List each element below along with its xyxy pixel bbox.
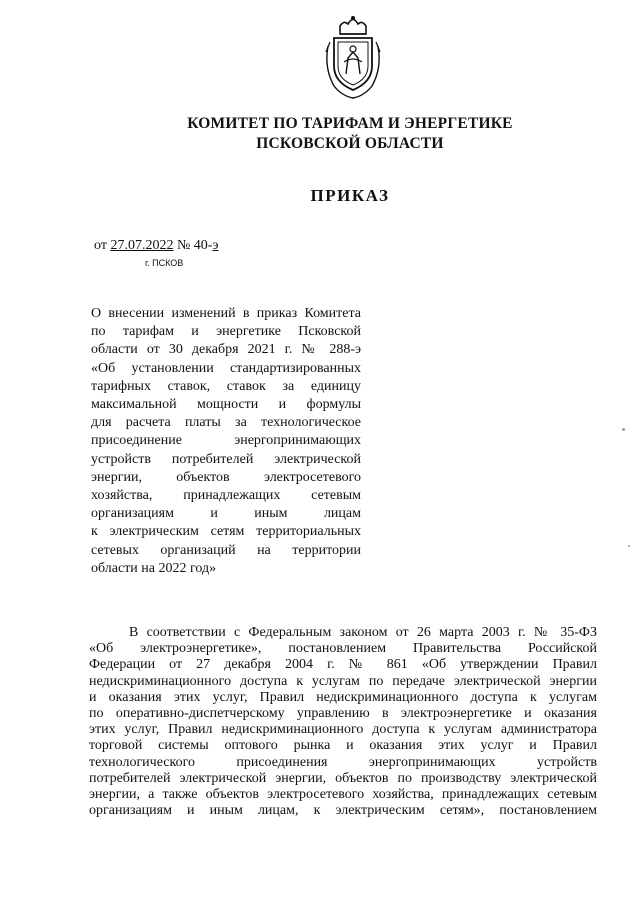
order-date-number — [94, 238, 218, 254]
scan-speck — [622, 428, 625, 431]
order-date: 27.07.2022 — [110, 238, 174, 253]
coat-of-arms-icon — [320, 12, 386, 100]
body-line: энергии, а также объектов электросетевого хозяйства, принадлежащих сетевым — [89, 787, 597, 803]
subject-line: к электрическим сетям территориальных — [91, 524, 361, 540]
subject-line: присоединение энергопринимающих — [91, 433, 361, 449]
body-line: по оперативно-диспетчерскому управлению в электроэнергетике и оказания — [89, 706, 597, 722]
order-title: ПРИКАЗ — [310, 186, 390, 205]
subject-line: «Об установлении стандартизированных — [91, 360, 361, 376]
body-line: и оказания этих услуг, Правил недискриминационного доступа к услугам — [89, 689, 597, 705]
body-line: этих услуг, Правил недискриминационного доступа к услугам администратора — [89, 722, 597, 738]
subject-line: организациям и иным лицам — [91, 506, 361, 522]
order-subject — [91, 305, 361, 578]
body-line: «Об электроэнергетике», постановлением Правительства Российской — [89, 641, 597, 657]
subject-line: О внесении изменений в приказ Комитета — [91, 306, 361, 321]
subject-line: устройств потребителей электрической — [91, 451, 361, 467]
committee-name-line: ПСКОВСКОЙ ОБЛАСТИ — [256, 135, 444, 152]
subject-line: области от 30 декабря 2021 г. № 288-э — [91, 342, 361, 358]
body-line: организациям и иным лицам, к электрическим сетям», постановлением — [89, 803, 597, 819]
body-line: недискриминационного доступа к услугам по передаче электрической энергии — [89, 673, 597, 689]
city-label: г. ПСКОВ — [145, 258, 184, 268]
subject-line: области на 2022 год» — [91, 560, 217, 576]
subject-line: по тарифам и энергетике Псковской — [91, 324, 361, 340]
subject-line: хозяйства, принадлежащих сетевым — [91, 488, 361, 504]
order-number-suffix: э — [212, 238, 219, 253]
committee-name-line: КОМИТЕТ ПО ТАРИФАМ И ЭНЕРГЕТИКЕ — [187, 115, 513, 132]
scan-speck — [628, 545, 630, 547]
committee-name — [150, 114, 550, 154]
subject-line: тарифных ставок, ставок за единицу — [91, 378, 361, 394]
body-paragraph — [89, 625, 597, 819]
subject-line: максимальной мощности и формулы — [91, 397, 361, 413]
body-line: потребителей электрической энергии, объектов по производству электрической — [89, 770, 597, 786]
date-prefix: от — [94, 238, 111, 253]
body-line: В соответствии с Федеральным законом от 26 марта 2003 г. № 35-ФЗ — [129, 625, 597, 640]
order-number-prefix: № 40- — [173, 238, 213, 253]
body-line: технологического присоединения энергопринимающих устройств — [89, 754, 597, 770]
body-line: торговой системы оптового рынка и оказания этих услуг и Правил — [89, 738, 597, 754]
subject-line: сетевых организаций на территории — [91, 542, 361, 558]
body-line: Федерации от 27 декабря 2004 г. № 861 «Об утверждении Правил — [89, 657, 597, 673]
subject-line: энергии, объектов электросетевого — [91, 469, 361, 485]
subject-line: для расчета платы за технологическое — [91, 415, 361, 431]
